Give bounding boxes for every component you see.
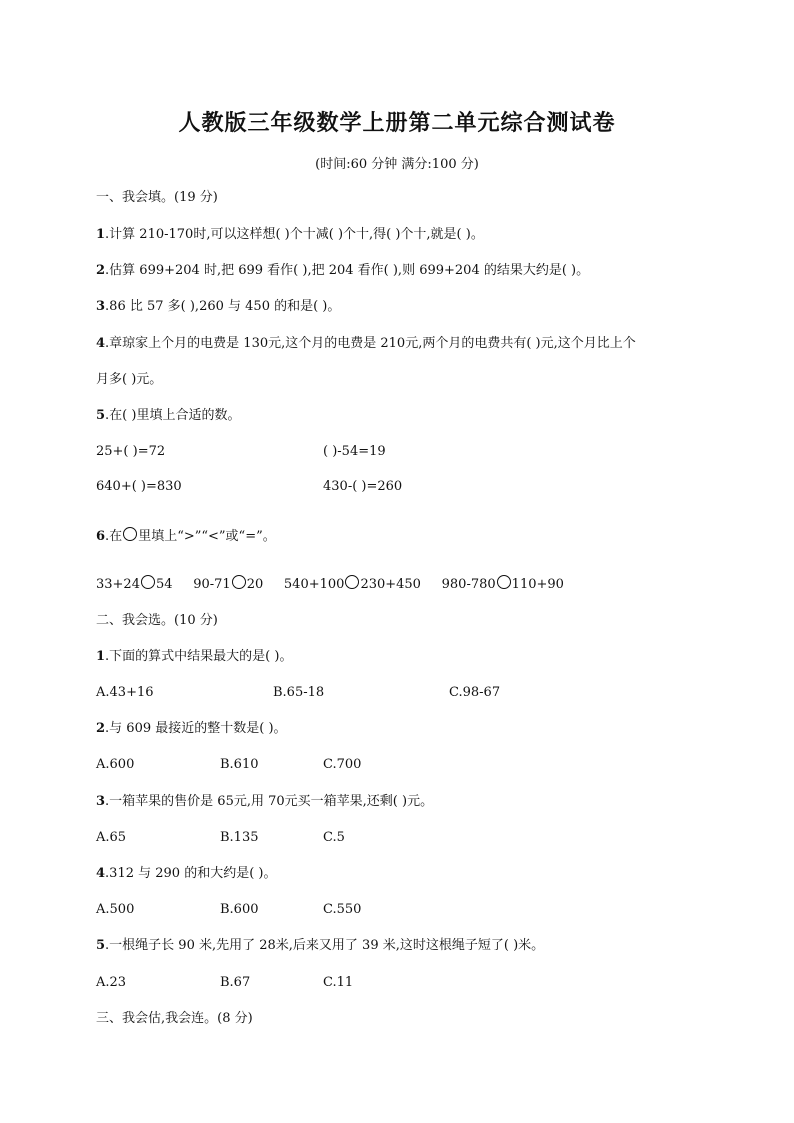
fill-item-1: 25+( )=72 [96,444,166,459]
compare-right: 20 [246,577,264,592]
question-text: 里填上“>”“<”或“=”。 [138,529,276,544]
option-c: C.5 [323,830,345,845]
compare-circle-icon[interactable] [345,575,359,589]
s1-question-5 [96,407,240,425]
compare-right: 54 [155,577,173,592]
question-number: 2 [96,263,106,278]
question-text: .一根绳子长 90 米,先用了 28米,后来又用了 39 米,这时这根绳子短了( )米。 [105,938,545,953]
option-c: C.11 [323,975,354,990]
option-b: B.610 [220,757,259,772]
option-b: B.65-18 [273,685,325,700]
fill-item-3: 640+( )=830 [96,479,182,494]
option-a: A.600 [96,757,135,772]
question-number: 3 [96,794,106,809]
s2-question-2 [96,720,287,738]
s1-question-2 [96,262,589,280]
s1-question-1 [96,226,484,244]
fill-item-4: 430-( )=260 [323,479,403,494]
section-1-heading: 一、我会填。(19 分) [96,190,218,205]
compare-left: 90-71 [193,577,231,592]
option-b: B.135 [220,830,259,845]
compare-circle-icon[interactable] [232,575,246,589]
question-text: .计算 210-170时,可以这样想( )个十减( )个十,得( )个十,就是( )。 [105,227,484,242]
question-text: .在 [105,529,123,544]
s2-question-1 [96,648,292,666]
question-text: .与 609 最接近的整十数是( )。 [105,721,287,736]
question-text: .估算 699+204 时,把 699 看作( ),把 204 看作( ),则 699+204 的结果大约是( )。 [105,263,590,278]
question-number: 6 [96,529,106,544]
question-number: 4 [96,336,106,351]
compare-right: 110+90 [511,577,564,592]
section-2-heading: 二、我会选。(10 分) [96,613,218,628]
option-b: B.600 [220,902,259,917]
compare-left: 980-780 [441,577,496,592]
question-number: 1 [96,649,106,664]
question-number: 2 [96,721,106,736]
question-text: .下面的算式中结果最大的是( )。 [105,649,293,664]
s1-question-3 [96,298,340,316]
option-b: B.67 [220,975,251,990]
question-number: 5 [96,938,106,953]
compare-left: 33+24 [96,577,140,592]
option-a: A.65 [96,830,127,845]
page-title: 人教版三年级数学上册第二单元综合测试卷 [178,111,616,136]
compare-row [96,575,564,594]
compare-left: 540+100 [283,577,345,592]
compare-circle-icon[interactable] [497,575,511,589]
circle-blank-icon [123,527,137,541]
fill-item-2: ( )-54=19 [323,444,386,459]
s1-question-4-continued: 月多( )元。 [96,372,163,387]
question-number: 3 [96,299,106,314]
question-text: .在( )里填上合适的数。 [105,408,241,423]
option-c: C.550 [323,902,362,917]
compare-circle-icon[interactable] [141,575,155,589]
s2-question-5 [96,937,544,955]
question-text: .312 与 290 的和大约是( )。 [105,866,277,881]
question-number: 4 [96,866,106,881]
question-text: .一箱苹果的售价是 65元,用 70元买一箱苹果,还剩( )元。 [105,794,434,809]
exam-info: (时间:60 分钟 满分:100 分) [315,157,479,172]
question-number: 1 [96,227,106,242]
option-c: C.98-67 [449,685,501,700]
section-3-heading: 三、我会估,我会连。(8 分) [96,1011,253,1026]
option-a: A.23 [96,975,127,990]
s2-question-4 [96,865,276,883]
option-a: A.43+16 [96,685,154,700]
s1-question-6 [96,527,276,546]
question-text: .章琼家上个月的电费是 130元,这个月的电费是 210元,两个月的电费共有( )元,这个月比上个 [105,336,636,351]
s2-question-3 [96,793,433,811]
option-c: C.700 [323,757,362,772]
question-text: .86 比 57 多( ),260 与 450 的和是( )。 [105,299,341,314]
compare-right: 230+450 [360,577,421,592]
question-number: 5 [96,408,106,423]
option-a: A.500 [96,902,135,917]
s1-question-4 [96,335,636,353]
